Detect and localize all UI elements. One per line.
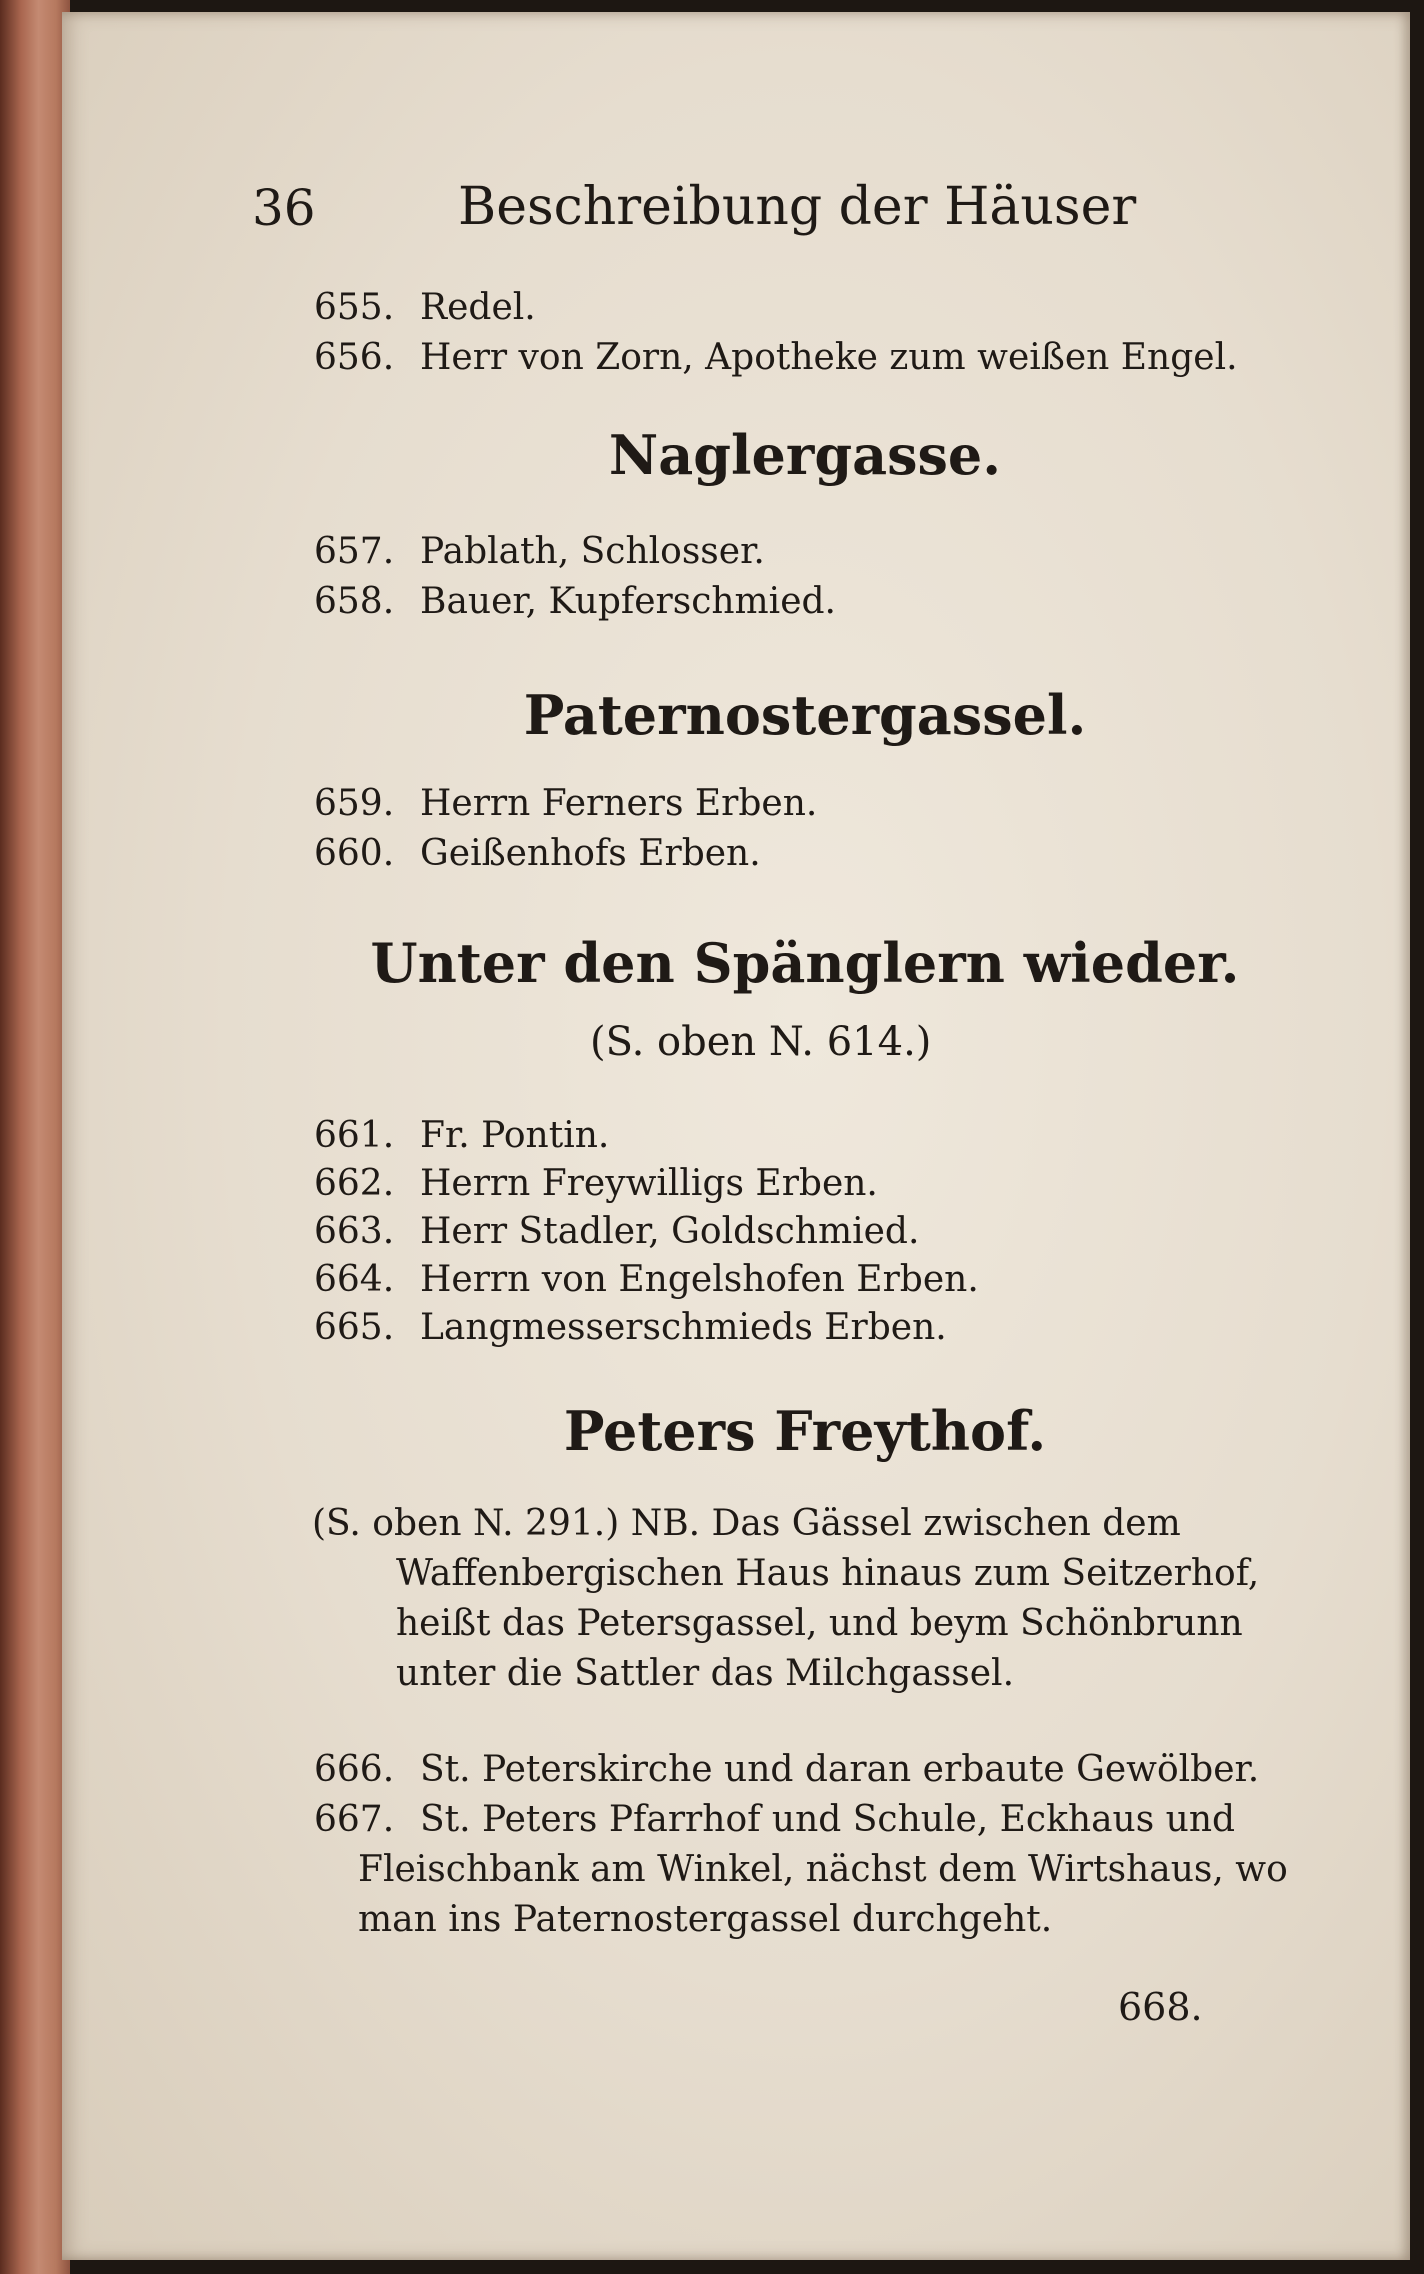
entry-text: Herr Stadler, Goldschmied.: [420, 1211, 920, 1252]
entry-number: 662.: [314, 1163, 395, 1204]
section-heading: Naglergasse.: [608, 423, 1002, 487]
entry-text: Herrn von Engelshofen Erben.: [420, 1259, 979, 1300]
entry-number: 663.: [314, 1211, 395, 1252]
entry-number: 656.: [314, 337, 395, 378]
entry-number: 659.: [314, 783, 395, 824]
book-edge: [0, 0, 70, 2274]
entry-text: Herrn Ferners Erben.: [420, 783, 818, 824]
entry-number: 657.: [314, 531, 395, 572]
entry-number: 655.: [314, 287, 395, 328]
section-heading: Peters Freythof.: [563, 1399, 1047, 1463]
section-heading: Paternostergassel.: [523, 683, 1087, 747]
entry-text: Pablath, Schlosser.: [420, 531, 765, 572]
entry-text: Bauer, Kupferschmied.: [420, 581, 836, 622]
entry-text: Langmesserschmieds Erben.: [420, 1307, 947, 1348]
catchword: 668.: [1118, 1985, 1203, 2029]
entry-number: 664.: [314, 1259, 395, 1300]
entry-text: Redel.: [420, 287, 536, 328]
entry-number: 658.: [314, 581, 395, 622]
entry-text: St. Peters Pfarrhof und Schule, Eckhaus und: [420, 1799, 1236, 1840]
note-line: unter die Sattler das Milchgassel.: [396, 1653, 1015, 1694]
note-line: Waffenbergischen Haus hinaus zum Seitzerhof,: [396, 1553, 1260, 1594]
entry-text: St. Peterskirche und daran erbaute Gewölber.: [420, 1749, 1260, 1790]
entry-number: 665.: [314, 1307, 395, 1348]
note-line: heißt das Petersgassel, und beym Schönbrunn: [396, 1603, 1243, 1644]
page-number: 36: [252, 179, 316, 237]
running-title: Beschreibung der Häuser: [458, 177, 1137, 237]
entry-text: Fleischbank am Winkel, nächst dem Wirtshaus, wo: [358, 1849, 1288, 1890]
entry-number: 661.: [314, 1115, 395, 1156]
section-heading: Unter den Spänglern wieder.: [370, 931, 1240, 995]
entry-text: Herrn Freywilligs Erben.: [420, 1163, 878, 1204]
entry-number: 660.: [314, 833, 395, 874]
entry-number: 666.: [314, 1749, 395, 1790]
entry-text: Geißenhofs Erben.: [420, 833, 761, 874]
note-line: (S. oben N. 291.) NB. Das Gässel zwischen dem: [312, 1503, 1181, 1544]
section-subheading: (S. oben N. 614.): [590, 1019, 932, 1065]
entry-text: man ins Paternostergassel durchgeht.: [358, 1899, 1053, 1940]
entry-number: 667.: [314, 1799, 395, 1840]
entry-text: Fr. Pontin.: [420, 1115, 610, 1156]
entry-text: Herr von Zorn, Apotheke zum weißen Engel.: [420, 337, 1238, 378]
